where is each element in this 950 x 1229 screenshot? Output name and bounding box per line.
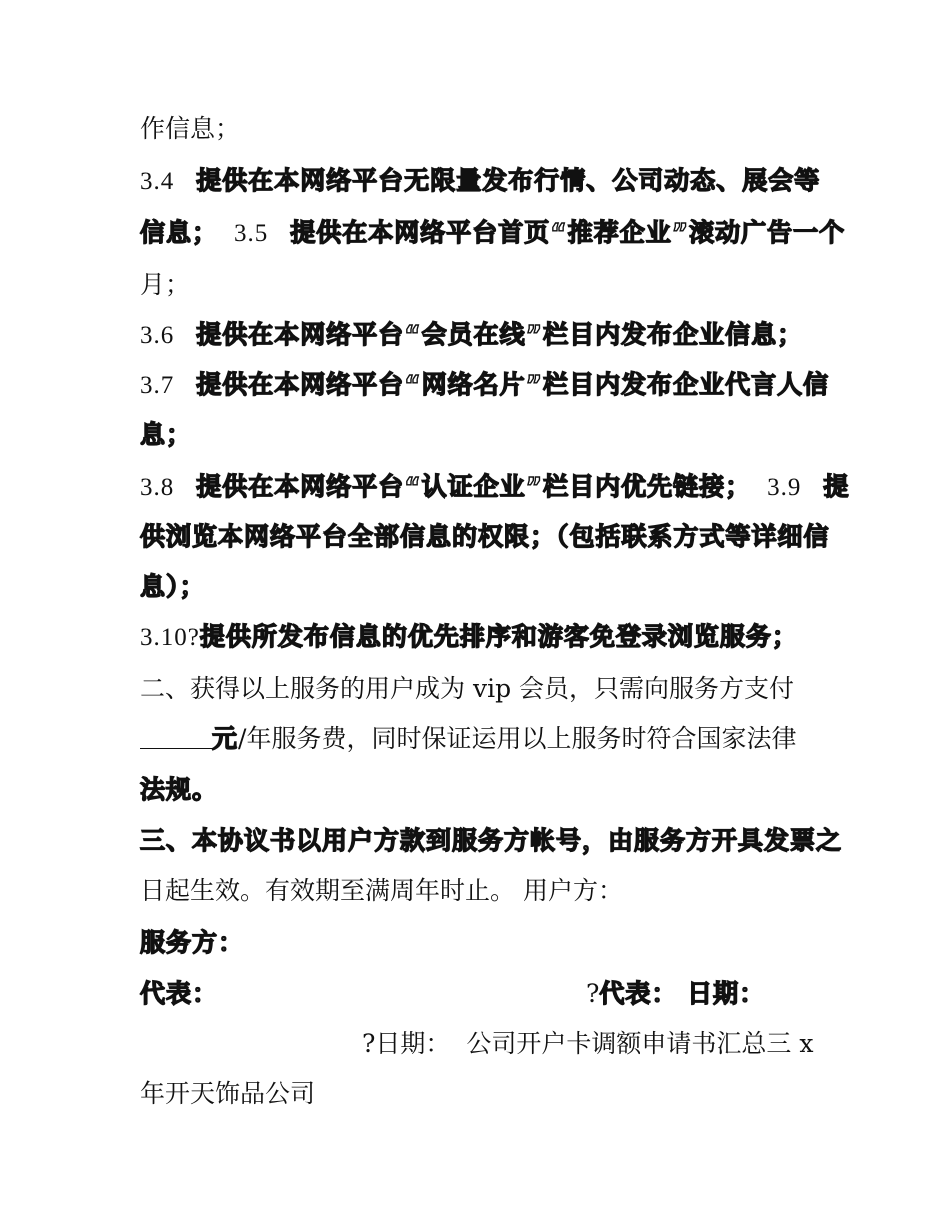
text-line-10 — [140, 571, 206, 603]
clause-3-5 — [140, 217, 845, 250]
line-text: 息； — [140, 420, 193, 449]
date-line — [362, 1028, 813, 1060]
line-text: 月； — [140, 270, 191, 299]
line-text: 代表： 日期： — [599, 979, 766, 1008]
clause-3-8 — [140, 471, 849, 504]
clause-number: 3.8 — [140, 474, 175, 501]
text-line-16 — [140, 875, 623, 907]
question-mark: ? — [586, 979, 600, 1008]
line-text: 日起生效。有效期至满周年时止。 用户方： — [140, 876, 623, 905]
clause-number: 3.4 — [140, 168, 175, 195]
clause-number: 3.6 — [140, 322, 175, 349]
clause-number: 3.5 — [234, 220, 269, 247]
clause-number-3-9: 3.9 — [767, 474, 802, 501]
fee-blank — [140, 724, 212, 749]
representative-left — [140, 978, 218, 1010]
clause-number: 3.10? — [140, 624, 200, 651]
line-text: 息）； — [140, 572, 206, 601]
text-line-4 — [140, 269, 190, 301]
clause-3-10 — [140, 621, 798, 654]
text-line-9 — [140, 521, 830, 553]
line-text: 作信息； — [140, 114, 241, 143]
clause-3-4 — [140, 165, 820, 198]
line-text: 三、本协议书以用户方款到服务方帐号，由服务方开具发票之 — [140, 826, 843, 855]
clause-text: 提供在本网络平台“认证企业”栏目内优先链接； — [196, 472, 752, 501]
clause-number: 3.7 — [140, 372, 175, 399]
service-party-label — [140, 927, 244, 959]
section-3-heading — [140, 825, 842, 857]
clause-3-6 — [140, 319, 803, 352]
clause-text: 提供所发布信息的优先排序和游客免登录浏览服务； — [199, 622, 798, 651]
text-line-7 — [140, 419, 192, 451]
text-line-14 — [140, 774, 218, 806]
line-text: 年开天饰品公司 — [140, 1079, 316, 1108]
line-text: 代表： — [140, 979, 219, 1008]
clause-text: 提供在本网络平台无限量发布行情、公司动态、展会等 — [196, 166, 821, 195]
clause-text: 提供在本网络平台“网络名片”栏目内发布企业代言人信 — [196, 370, 830, 399]
line-text: 服务方： — [140, 928, 245, 957]
clause-text-prefix: 信息； — [140, 218, 219, 247]
date-label: ?日期： — [362, 1029, 451, 1058]
section-2-heading — [140, 673, 794, 705]
clause-text: 提供在本网络平台首页“推荐企业”滚动广告一个 — [290, 218, 846, 247]
clause-3-7 — [140, 369, 829, 402]
text-line-20 — [140, 1078, 315, 1110]
line-text: 公司开户卡调额申请书汇总三 x — [466, 1029, 814, 1058]
clause-text: 提供在本网络平台“会员在线”栏目内发布企业信息； — [196, 320, 804, 349]
clause-text: 提 — [823, 472, 850, 501]
line-text: 二、获得以上服务的用户成为 vip 会员，只需向服务方支付 — [140, 674, 795, 703]
representative-right — [586, 978, 765, 1010]
fee-unit: 元 — [212, 724, 239, 753]
text-line-1 — [140, 113, 240, 145]
line-text: 法规。 — [140, 775, 219, 804]
fee-line — [140, 723, 796, 755]
line-text: 供浏览本网络平台全部信息的权限；（包括联系方式等详细信 — [140, 522, 830, 551]
line-text: /年服务费，同时保证运用以上服务时符合国家法律 — [238, 724, 797, 753]
